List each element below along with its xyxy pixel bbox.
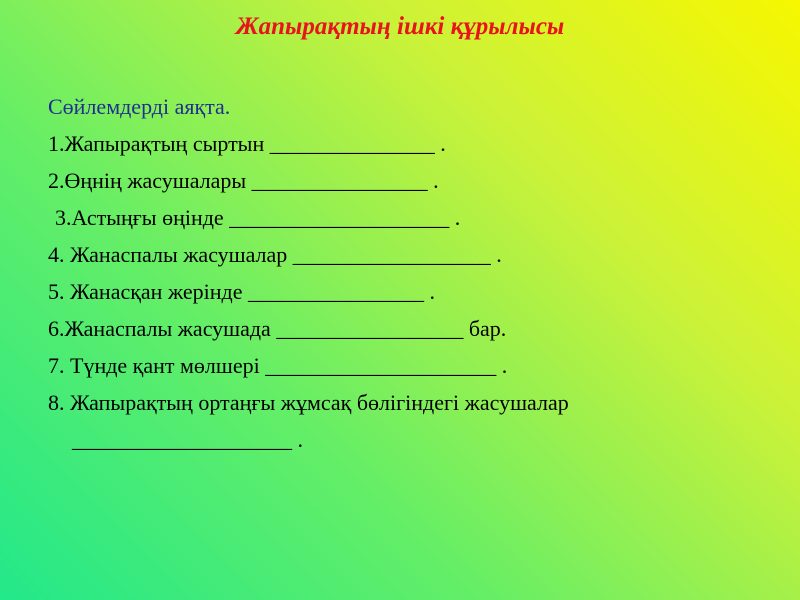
slide-title: Жапырақтың ішкі құрылысы: [235, 13, 565, 40]
sentence-8-continuation: ____________________ .: [72, 427, 303, 452]
sentence-8: 8. Жапырақтың ортаңғы жұмсақ бөлігіндегі жасушалар: [48, 390, 569, 415]
sentence-1: 1.Жапырақтың сыртын _______________ .: [48, 131, 446, 156]
sentence-5: 5. Жанасқан жерінде ________________ .: [48, 279, 435, 304]
sentence-2: 2.Өңнің жасушалары ________________ .: [48, 168, 439, 193]
sentence-7: 7. Түнде қант мөлшері _____________________ .: [48, 353, 508, 378]
worksheet-body: [48, 94, 788, 457]
sentence-4: 4. Жанаспалы жасушалар __________________ .: [48, 242, 502, 267]
sentence-3: 3.Астыңғы өңінде ____________________ .: [55, 205, 461, 230]
sentence-6: 6.Жанаспалы жасушада _________________ бар.: [48, 316, 507, 341]
instruction-text: Сөйлемдерді аяқта.: [48, 94, 231, 119]
